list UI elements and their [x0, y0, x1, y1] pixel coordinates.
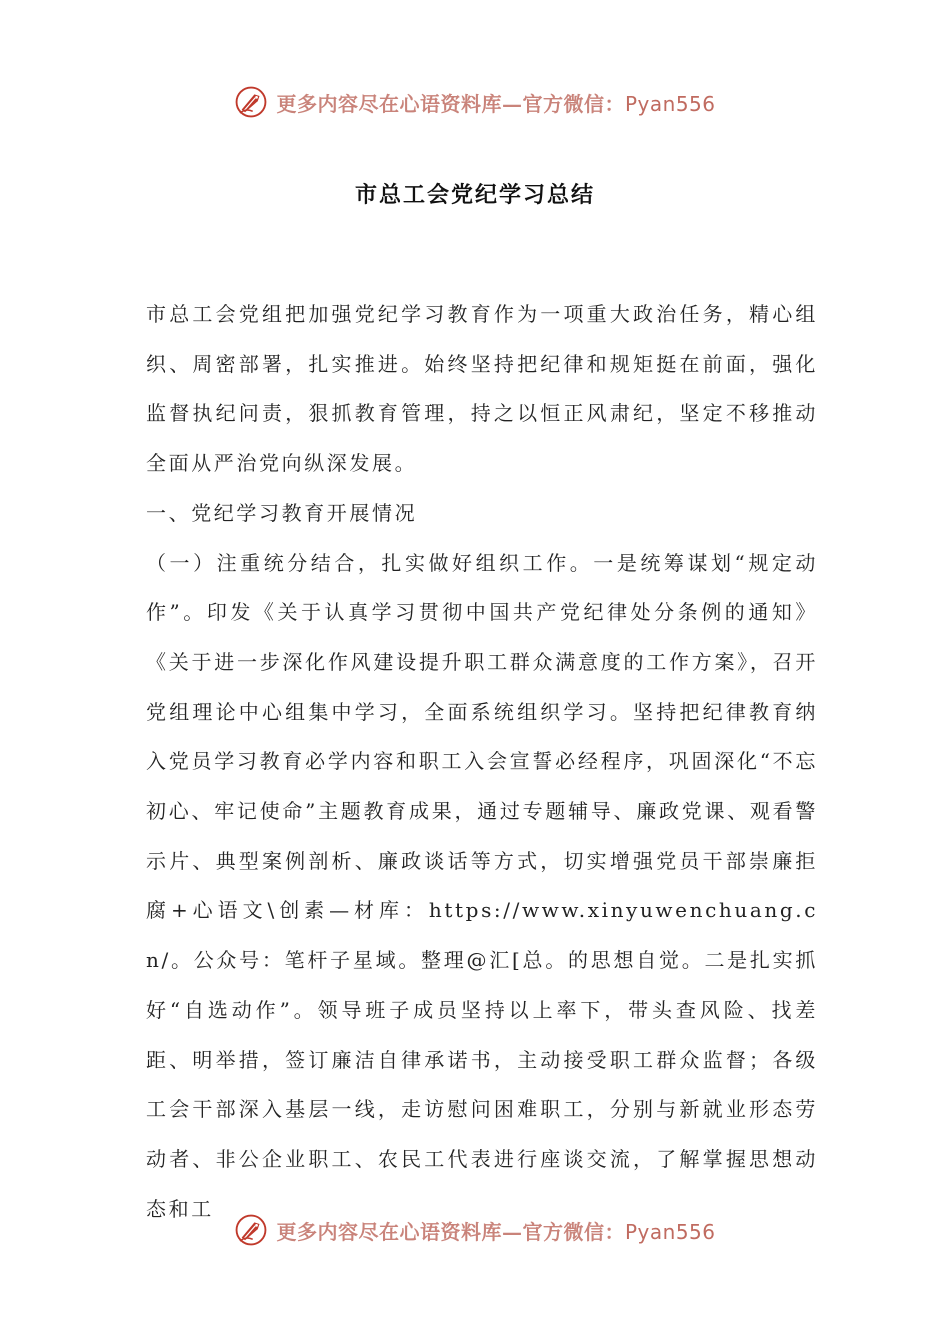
watermark-label: 更多内容尽在心语资料库—官方微信：	[276, 1219, 625, 1244]
pen-nib-logo-icon	[234, 1213, 268, 1247]
watermark-text	[276, 1216, 715, 1245]
document-title: 市总工会党纪学习总结	[354, 183, 595, 208]
document-body	[146, 290, 818, 1234]
footer-watermark-banner	[0, 1208, 950, 1252]
watermark-label: 更多内容尽在心语资料库—官方微信：	[276, 91, 625, 116]
intro-paragraph: 市总工会党组把加强党纪学习教育作为一项重大政治任务，精心组织、周密部署，扎实推进。始终坚持把纪律和规矩挺在前面，强化监督执纪问责，狠抓教育管理，持之以恒正风肃纪，坚定不移推动全面从严治党向纵深发展。	[146, 302, 818, 476]
section-heading: 一、党纪学习教育开展情况	[146, 500, 418, 525]
header-watermark-banner	[0, 80, 950, 124]
watermark-handle: Pyan556	[624, 91, 716, 116]
watermark-handle: Pyan556	[624, 1219, 716, 1244]
body-paragraph: （一）注重统分结合，扎实做好组织工作。一是统筹谋划“规定动作”。印发《关于认真学习贯彻中国共产党纪律处分条例的通知》《关于进一步深化作风建设提升职工群众满意度的工作方案》，召开党组理论中心组集中学习，全面系统组织学习。坚持把纪律教育纳入党员学习教育必学内容和职工入会宣誓必经程序，巩固深化“不忘初心、牢记使命”主题教育成果，通过专题辅导、廉政党课、观看警示片、典型案例剖析、廉政谈话等方式，切实增强党员干部崇廉拒腐+心语文\创素—材库：https://www.xinyuwenchuang.cn/。公众号：笔杆子星域。整理@汇[总。的思想自觉。二是扎实抓好“自选动作”。领导班子成员坚持以上率下，带头查风险、找差距、明举措，签订廉洁自律承诺书，主动接受职工群众监督；各级工会干部深入基层一线，走访慰问困难职工，分别与新就业形态劳动者、非公企业职工、农民工代表进行座谈交流，了解掌握思想动态和工	[146, 550, 818, 1221]
watermark-text	[276, 88, 715, 117]
pen-nib-logo-icon	[234, 85, 268, 119]
